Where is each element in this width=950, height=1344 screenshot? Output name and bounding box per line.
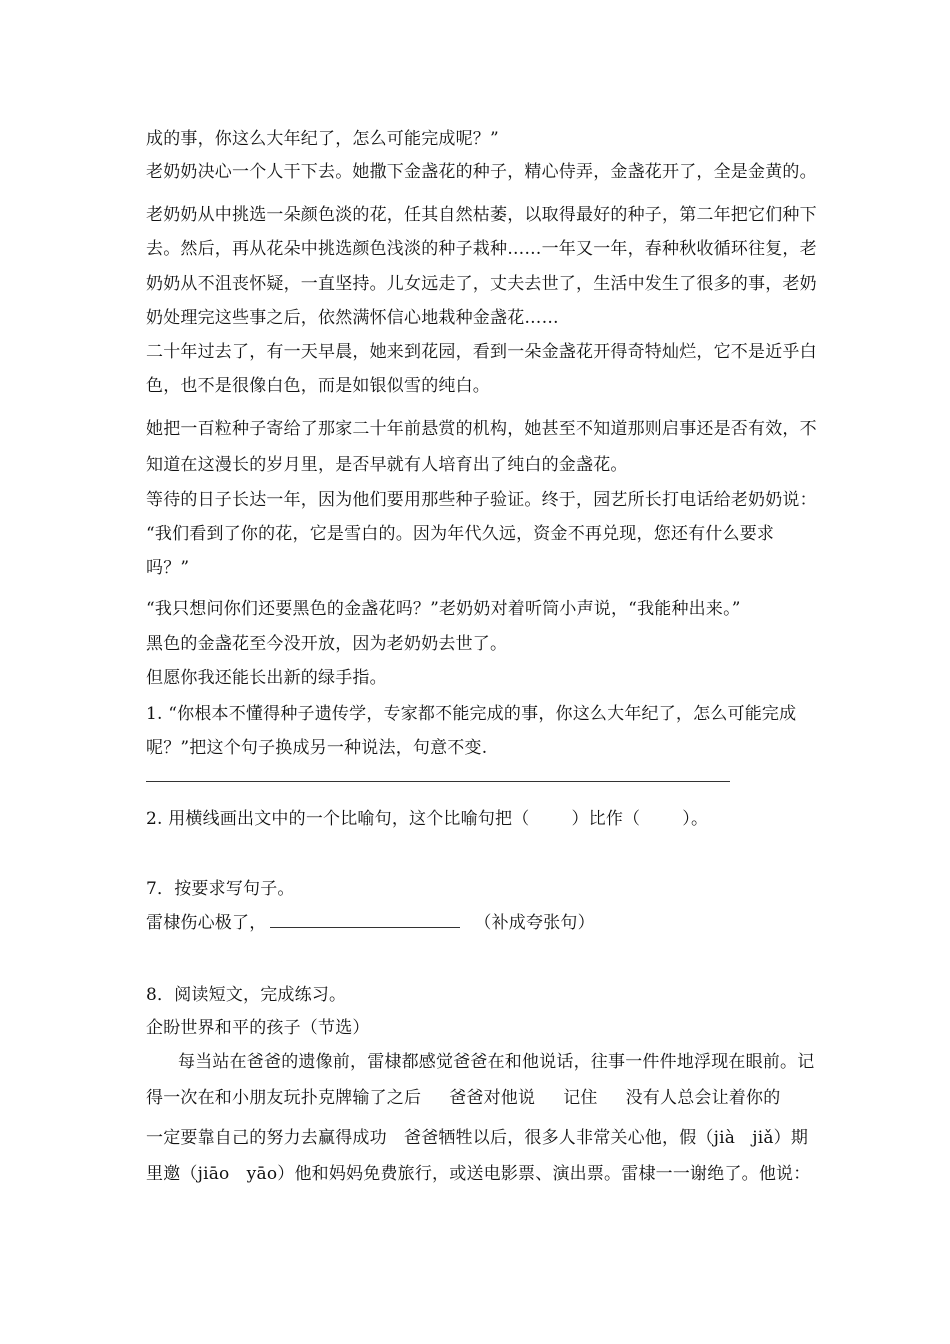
passage-line: 奶奶从不沮丧怀疑，一直坚持。儿女远走了，丈夫去世了，生活中发生了很多的事，老奶 — [146, 274, 817, 294]
article-title: 企盼世界和平的孩子（节选） — [146, 1018, 370, 1038]
passage-line: 色，也不是很像白色，而是如银似雪的纯白。 — [146, 376, 490, 396]
question-1-text: 1. “你根本不懂得种子遗传学，专家都不能完成的事，你这么大年纪了，怎么可能完成 — [146, 704, 797, 724]
passage-line: 她把一百粒种子寄给了那家二十年前悬赏的机构，她甚至不知道那则启事还是否有效，不 — [146, 419, 817, 439]
question-7-prefix: 雷棣伤心极了， — [146, 913, 267, 933]
article-line: 每当站在爸爸的遗像前，雷棣都感觉爸爸在和他说话，往事一件件地浮现在眼前。记 — [178, 1052, 815, 1072]
article-segment: 没有人总会让着你的 — [625, 1088, 781, 1108]
question-2-text — [146, 808, 708, 830]
passage-line: “我只想问你们还要黑色的金盏花吗？”老奶奶对着听筒小声说，“我能种出来。” — [146, 599, 741, 619]
passage-line: 老奶奶决心一个人干下去。她撒下金盏花的种子，精心侍弄，金盏花开了，全是金黄的。 — [146, 162, 817, 182]
question-7-suffix: （补成夸张句） — [474, 913, 595, 933]
question-2-part: ）比作（ — [571, 809, 641, 829]
passage-line: 吗？” — [146, 558, 190, 578]
article-segment: 得一次在和小朋友玩扑克牌输了之后 — [146, 1088, 422, 1108]
question-7-prompt — [146, 911, 595, 934]
article-line: 一定要靠自己的努力去赢得成功 爸爸牺牲以后，很多人非常关心他，假（jià jiǎ）期 — [146, 1128, 809, 1148]
question-2-part: ）。 — [682, 809, 709, 829]
article-segment: 记住 — [563, 1088, 598, 1108]
question-7-answer-blank[interactable] — [270, 911, 460, 928]
article-segment: 爸爸对他说 — [449, 1088, 536, 1108]
passage-line: 知道在这漫长的岁月里，是否早就有人培育出了纯白的金盏花。 — [146, 455, 628, 475]
passage-line: “我们看到了你的花，它是雪白的。因为年代久远，资金不再兑现，您还有什么要求 — [146, 524, 775, 544]
question-1-answer-line[interactable] — [146, 781, 730, 782]
question-8-title: 8．阅读短文，完成练习。 — [146, 985, 347, 1005]
question-2-part: 2. 用横线画出文中的一个比喻句，这个比喻句把（ — [146, 809, 530, 829]
passage-line: 去。然后，再从花朵中挑选颜色浅淡的种子栽种……一年又一年，春种秋收循环往复，老 — [146, 239, 817, 259]
passage-line: 黑色的金盏花至今没开放，因为老奶奶去世了。 — [146, 634, 508, 654]
passage-line: 奶处理完这些事之后，依然满怀信心地栽种金盏花…… — [146, 308, 559, 328]
passage-line: 二十年过去了，有一天早晨，她来到花园，看到一朵金盏花开得奇特灿烂，它不是近乎白 — [146, 342, 817, 362]
article-line: 里邀（jiāo yāo）他和妈妈免费旅行，或送电影票、演出票。雷棣一一谢绝了。他说： — [146, 1164, 811, 1184]
passage-line: 老奶奶从中挑选一朵颜色淡的花，任其自然枯萎，以取得最好的种子，第二年把它们种下 — [146, 205, 817, 225]
question-7-title: 7．按要求写句子。 — [146, 879, 295, 899]
passage-line: 成的事，你这么大年纪了，怎么可能完成呢？” — [146, 129, 499, 149]
question-1-text: 呢？”把这个句子换成另一种说法，句意不变. — [146, 738, 488, 758]
passage-line: 等待的日子长达一年，因为他们要用那些种子验证。终于，园艺所长打电话给老奶奶说： — [146, 490, 817, 510]
passage-line: 但愿你我还能长出新的绿手指。 — [146, 668, 387, 688]
article-line — [146, 1087, 780, 1109]
